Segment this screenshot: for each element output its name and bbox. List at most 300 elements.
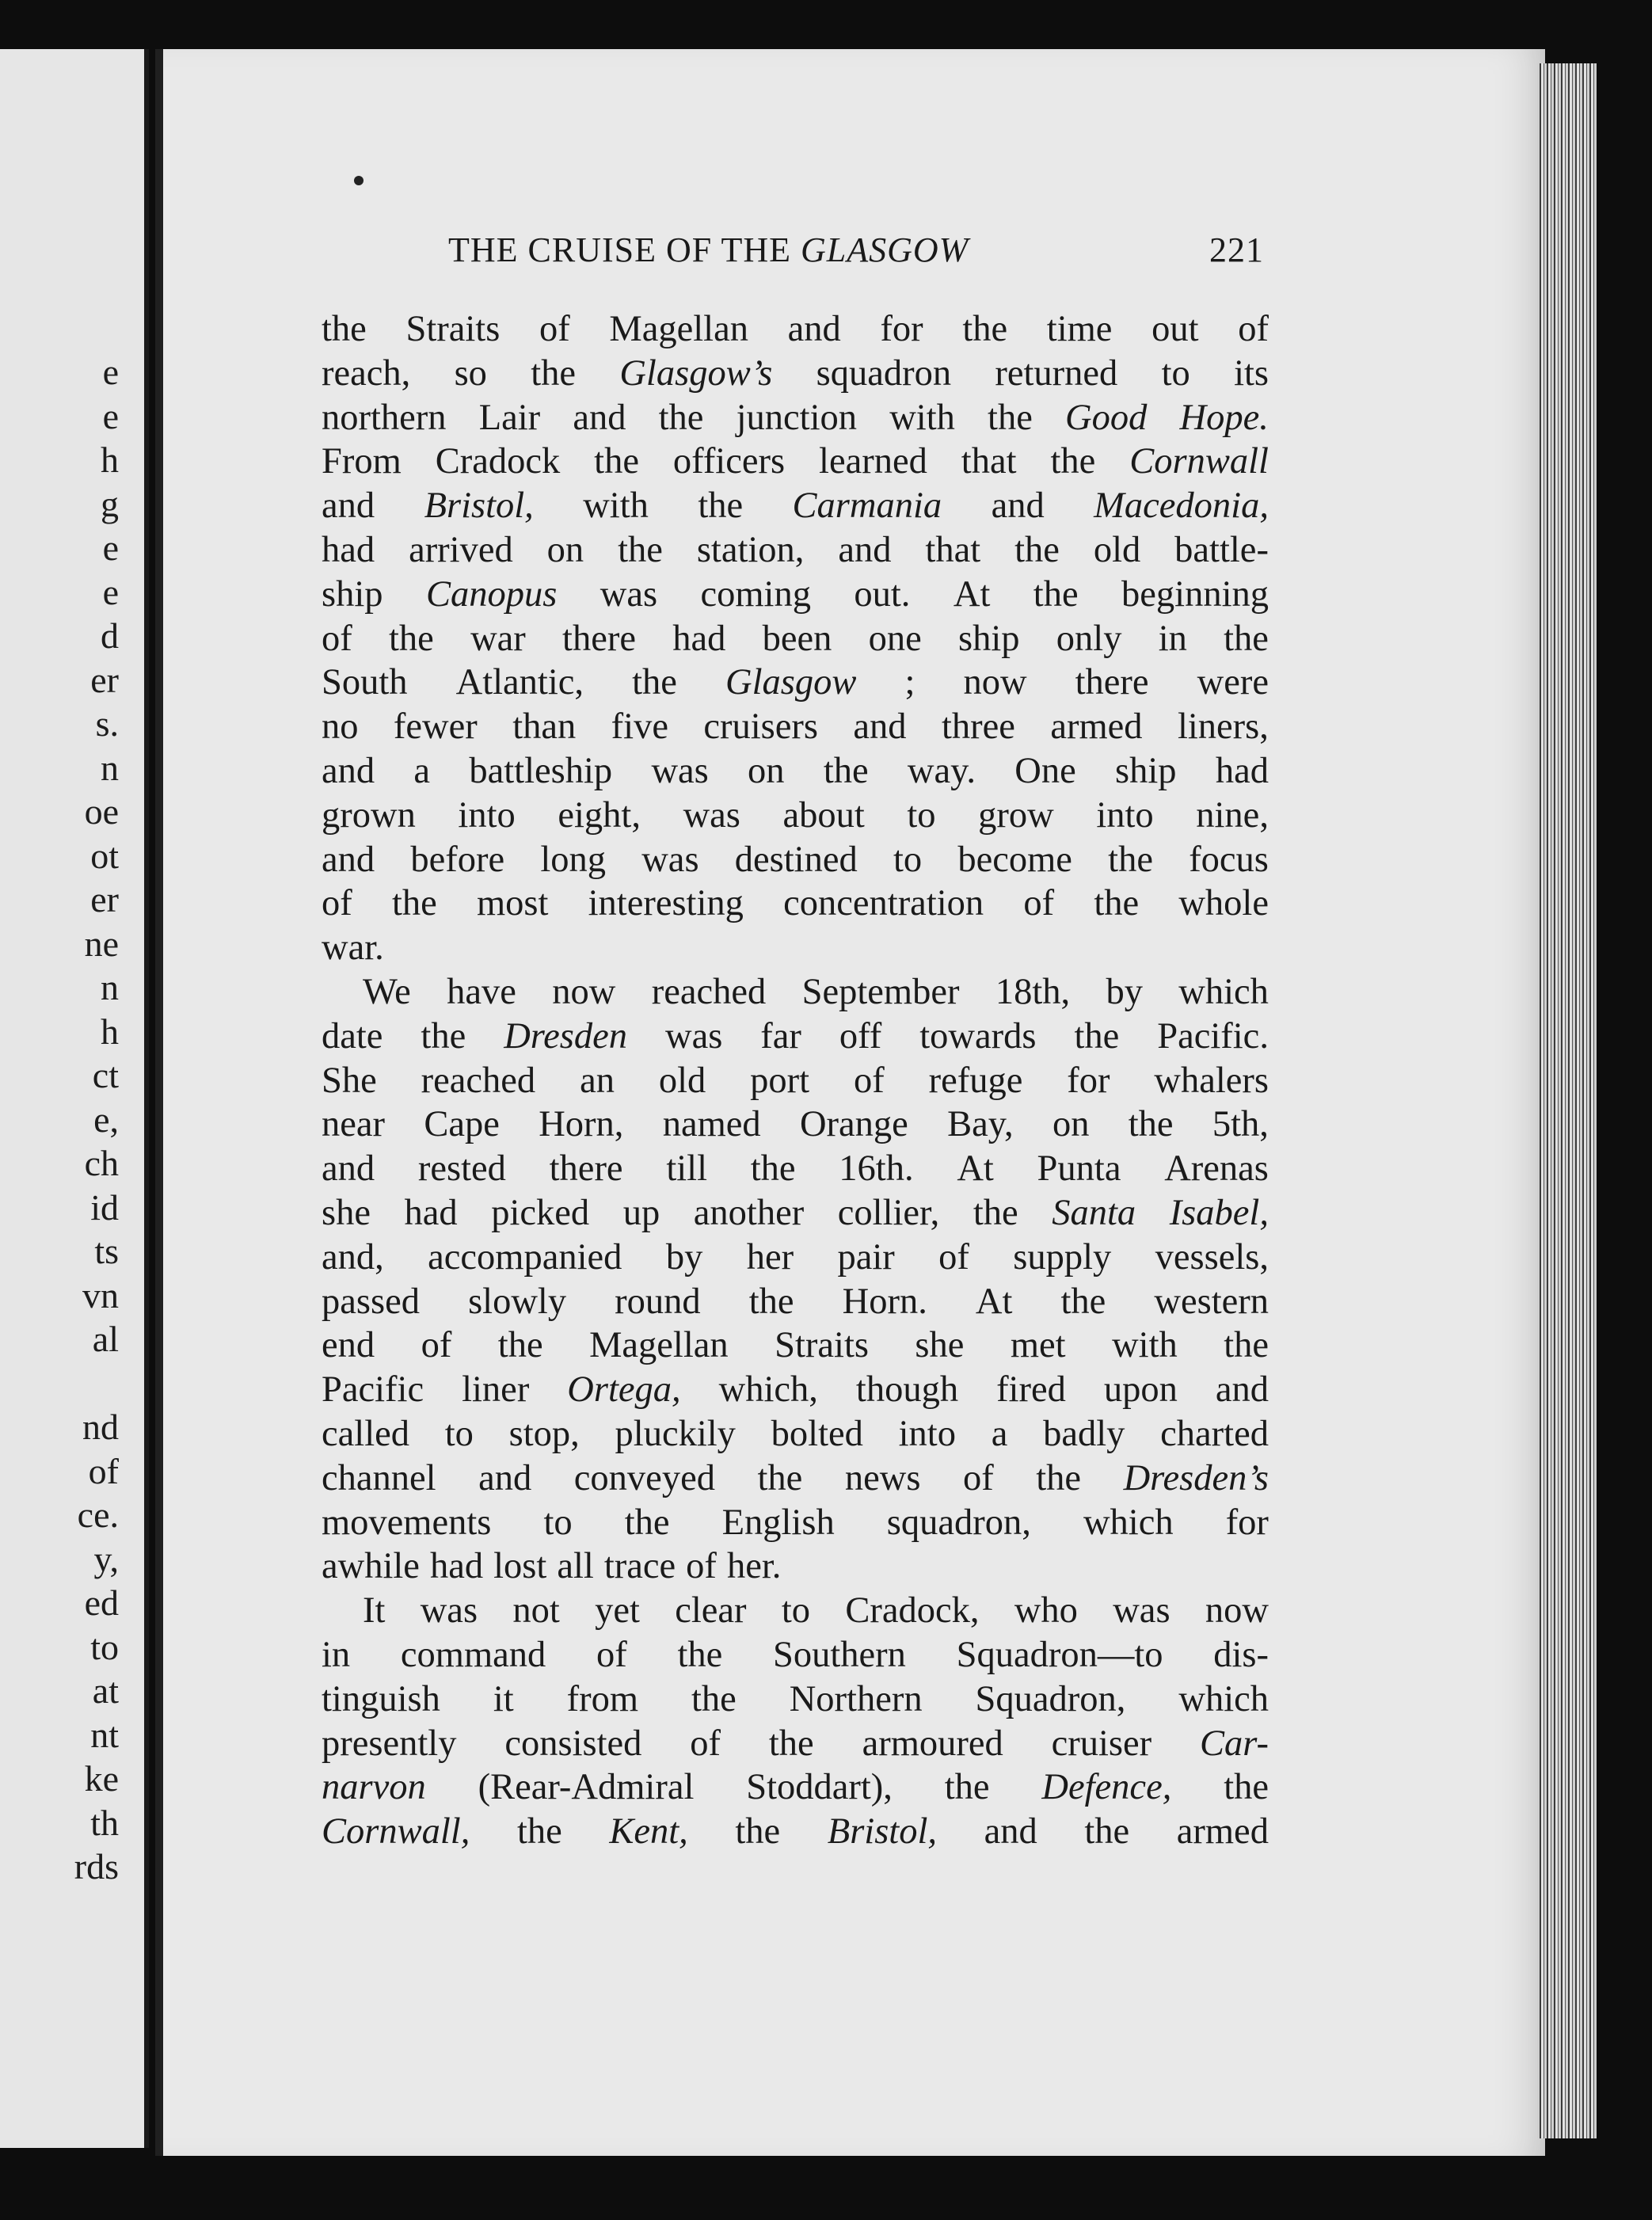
text-line bbox=[322, 1544, 1269, 1589]
italic-word: Isabel, bbox=[1169, 1192, 1269, 1233]
word: Arenas bbox=[1164, 1148, 1269, 1190]
italic-word: Good bbox=[1065, 397, 1148, 438]
word: and bbox=[787, 309, 841, 349]
word: the bbox=[748, 1281, 794, 1322]
word: northern bbox=[322, 397, 447, 438]
word: in bbox=[1158, 618, 1187, 659]
word: three bbox=[941, 706, 1015, 748]
body-text bbox=[322, 307, 1269, 1854]
word: there bbox=[1075, 662, 1149, 703]
italic-word: Bristol, bbox=[424, 486, 534, 527]
word: only bbox=[1056, 618, 1122, 659]
word: charted bbox=[1160, 1413, 1269, 1454]
word: the bbox=[988, 397, 1033, 438]
word: than bbox=[512, 706, 577, 748]
fragment-line: e bbox=[102, 352, 119, 392]
italic-word: Cornwall bbox=[1129, 441, 1269, 482]
fragment-line: ne bbox=[84, 923, 119, 964]
word: end bbox=[322, 1325, 375, 1366]
word: battleship bbox=[469, 750, 613, 791]
word: stop, bbox=[508, 1413, 580, 1454]
text-line bbox=[322, 1015, 1269, 1059]
word: Squadron, bbox=[975, 1678, 1126, 1719]
word: badly bbox=[1043, 1413, 1125, 1454]
word: of bbox=[686, 1546, 717, 1587]
text-line bbox=[322, 926, 1269, 970]
word: had bbox=[1215, 750, 1269, 791]
fragment-line: d bbox=[101, 615, 119, 656]
word: battle- bbox=[1174, 529, 1269, 570]
text-line bbox=[322, 705, 1269, 749]
text-line bbox=[322, 882, 1269, 926]
text-line bbox=[322, 1501, 1269, 1545]
word: accompanied bbox=[428, 1236, 622, 1278]
word: the bbox=[497, 1325, 543, 1366]
word: its bbox=[1234, 352, 1269, 394]
word: the bbox=[594, 441, 639, 482]
word: We bbox=[363, 971, 411, 1012]
word: was bbox=[665, 1015, 723, 1057]
word: now bbox=[552, 971, 616, 1012]
word: not bbox=[512, 1590, 560, 1632]
word: round bbox=[615, 1281, 701, 1322]
word: nine, bbox=[1196, 794, 1269, 836]
text-line bbox=[322, 749, 1269, 794]
word: Pacific bbox=[322, 1369, 424, 1411]
word: of bbox=[690, 1723, 721, 1764]
word: reached bbox=[651, 971, 767, 1012]
text-line bbox=[322, 1765, 1269, 1810]
word: and bbox=[322, 750, 375, 791]
word: and bbox=[478, 1457, 532, 1498]
italic-word: Dresden bbox=[504, 1015, 628, 1057]
word: South bbox=[322, 662, 408, 703]
fragment-line: of bbox=[88, 1450, 119, 1491]
word: cruiser bbox=[1051, 1723, 1152, 1764]
fragment-line: vn bbox=[82, 1274, 119, 1316]
word: for bbox=[1225, 1502, 1269, 1543]
word: and bbox=[991, 486, 1045, 527]
word: towards bbox=[919, 1015, 1037, 1057]
word: up bbox=[622, 1192, 660, 1233]
word: At bbox=[975, 1281, 1013, 1322]
text-line bbox=[322, 1102, 1269, 1147]
word: by bbox=[1106, 971, 1143, 1012]
word: of bbox=[596, 1634, 627, 1675]
word: had bbox=[429, 1546, 484, 1587]
word: the bbox=[973, 1192, 1018, 1233]
word: grow bbox=[978, 794, 1054, 836]
word: the bbox=[1033, 573, 1079, 615]
word: for bbox=[1067, 1060, 1110, 1101]
word: 18th, bbox=[995, 971, 1071, 1012]
word: the bbox=[391, 883, 437, 924]
word: from bbox=[566, 1678, 638, 1719]
word: with bbox=[1112, 1325, 1178, 1366]
word: there bbox=[562, 618, 636, 659]
word: on bbox=[748, 750, 785, 791]
fragment-line: e bbox=[102, 527, 119, 568]
fragment-line: n bbox=[101, 967, 119, 1007]
text-line bbox=[322, 617, 1269, 661]
word: an bbox=[580, 1060, 615, 1101]
fragment-line: ot bbox=[90, 835, 119, 876]
word: who bbox=[1014, 1590, 1078, 1632]
word: Orange bbox=[799, 1104, 908, 1145]
fragment-line: h bbox=[101, 440, 119, 480]
word: out. bbox=[854, 573, 911, 615]
fragment-line: th bbox=[90, 1802, 119, 1843]
word: to bbox=[543, 1502, 573, 1543]
fragment-line: at bbox=[92, 1670, 119, 1711]
word: her bbox=[746, 1236, 794, 1278]
word: whole bbox=[1178, 883, 1269, 924]
fragment-line: nt bbox=[90, 1714, 119, 1755]
word: before bbox=[410, 839, 505, 880]
text-line bbox=[322, 440, 1269, 484]
text-line bbox=[322, 1633, 1269, 1677]
word: called bbox=[322, 1413, 410, 1454]
fragment-line: y, bbox=[93, 1538, 119, 1579]
ink-speck bbox=[354, 176, 364, 185]
word: date bbox=[322, 1015, 383, 1057]
word: armoured bbox=[862, 1723, 1003, 1764]
word: supply bbox=[1013, 1236, 1112, 1278]
word: the bbox=[1074, 1015, 1120, 1057]
fragment-line: g bbox=[101, 483, 119, 524]
word: was bbox=[683, 794, 740, 836]
word: to bbox=[781, 1590, 811, 1632]
word: that bbox=[961, 441, 1017, 482]
word: tinguish bbox=[322, 1678, 440, 1719]
text-line bbox=[322, 1191, 1269, 1236]
word: the bbox=[531, 352, 577, 394]
word: 16th. bbox=[839, 1148, 914, 1190]
word: ship bbox=[958, 618, 1020, 659]
word: At bbox=[953, 573, 991, 615]
word: reached bbox=[421, 1060, 536, 1101]
word: was bbox=[420, 1590, 478, 1632]
word: trace bbox=[603, 1546, 676, 1587]
fragment-line: e bbox=[102, 395, 119, 436]
italic-word: Glasgow bbox=[725, 662, 857, 703]
word: western bbox=[1154, 1281, 1269, 1322]
word: dis- bbox=[1213, 1634, 1269, 1675]
word: the bbox=[632, 662, 677, 703]
word: of bbox=[853, 1060, 885, 1101]
fragment-line: nd bbox=[82, 1407, 119, 1447]
word: concentration bbox=[783, 883, 984, 924]
word: movements bbox=[322, 1502, 492, 1543]
word: yet bbox=[595, 1590, 640, 1632]
word: Cradock bbox=[435, 441, 561, 482]
word: port bbox=[750, 1060, 810, 1101]
word: the bbox=[1108, 839, 1153, 880]
word: out bbox=[1151, 309, 1199, 349]
word: destined bbox=[734, 839, 858, 880]
word: liners, bbox=[1177, 706, 1269, 748]
word: armed bbox=[1050, 706, 1143, 748]
word: interesting bbox=[588, 883, 744, 924]
fragment-line: al bbox=[92, 1319, 119, 1359]
word: It bbox=[363, 1590, 386, 1632]
text-line bbox=[322, 307, 1269, 352]
fragment-line: oe bbox=[84, 791, 119, 832]
word: and bbox=[322, 839, 375, 880]
word: most bbox=[476, 883, 549, 924]
word: her. bbox=[726, 1546, 782, 1587]
word: passed bbox=[322, 1281, 420, 1322]
fragment-line: er bbox=[90, 879, 119, 920]
fragment-line: ed bbox=[84, 1582, 119, 1623]
italic-word: Santa bbox=[1052, 1192, 1136, 1233]
word: Magellan bbox=[589, 1325, 729, 1366]
word: (Rear-Admiral bbox=[478, 1767, 695, 1808]
word: armed bbox=[1176, 1811, 1269, 1853]
word: 5th, bbox=[1212, 1104, 1269, 1145]
word: ship bbox=[1115, 750, 1177, 791]
word: the bbox=[1094, 883, 1140, 924]
text-line bbox=[322, 1368, 1269, 1412]
word: At bbox=[957, 1148, 994, 1190]
word: of bbox=[539, 309, 570, 349]
word: slowly bbox=[468, 1281, 567, 1322]
word: coming bbox=[700, 573, 811, 615]
word: awhile bbox=[322, 1546, 420, 1587]
fragment-line bbox=[0, 1361, 119, 1406]
word: Bay, bbox=[947, 1104, 1014, 1145]
word: old bbox=[658, 1060, 706, 1101]
word: Northern bbox=[789, 1678, 923, 1719]
italic-word: Glasgow’s bbox=[619, 352, 773, 394]
word: liner bbox=[462, 1369, 530, 1411]
word: to bbox=[893, 839, 923, 880]
word: way. bbox=[907, 750, 976, 791]
word: which, bbox=[718, 1369, 818, 1411]
text-line bbox=[322, 396, 1269, 440]
word: into bbox=[458, 794, 516, 836]
fragment-line: ts bbox=[94, 1231, 119, 1271]
fragment-line: ch bbox=[84, 1143, 119, 1183]
word: squadron, bbox=[886, 1502, 1031, 1543]
word: there bbox=[549, 1148, 623, 1190]
word: and bbox=[322, 1148, 375, 1190]
word: it bbox=[493, 1678, 514, 1719]
word: and bbox=[838, 529, 892, 570]
word: about bbox=[782, 794, 865, 836]
word: refuge bbox=[928, 1060, 1023, 1101]
ship-name: GLASGOW bbox=[800, 230, 969, 269]
word: war. bbox=[322, 927, 384, 969]
italic-word: Car- bbox=[1200, 1723, 1269, 1764]
italic-word: Carmania bbox=[792, 486, 942, 527]
word: channel bbox=[322, 1457, 436, 1498]
word: grown bbox=[322, 794, 416, 836]
text-line bbox=[322, 661, 1269, 705]
word: war bbox=[470, 618, 526, 659]
word: news bbox=[844, 1457, 921, 1498]
word: Squadron—to bbox=[956, 1634, 1163, 1675]
word: the bbox=[658, 397, 704, 438]
word: and bbox=[1215, 1369, 1269, 1411]
word: bolted bbox=[771, 1413, 863, 1454]
fragment-line: s. bbox=[95, 703, 119, 744]
word: the bbox=[823, 750, 869, 791]
word: no bbox=[322, 706, 359, 748]
italic-word: Macedonia, bbox=[1094, 486, 1269, 527]
word: she bbox=[322, 1192, 371, 1233]
page-number: 221 bbox=[1209, 230, 1264, 269]
text-line bbox=[322, 1147, 1269, 1191]
text-line bbox=[322, 528, 1269, 573]
word: the bbox=[698, 486, 744, 527]
word: of bbox=[938, 1236, 969, 1278]
word: in bbox=[322, 1634, 351, 1675]
word: on bbox=[546, 529, 584, 570]
word: was bbox=[641, 839, 699, 880]
text-line bbox=[322, 838, 1269, 882]
word: the bbox=[750, 1148, 796, 1190]
italic-word: Cornwall, bbox=[322, 1811, 470, 1853]
word: now bbox=[1205, 1590, 1269, 1632]
text-line bbox=[322, 352, 1269, 396]
word: junction bbox=[736, 397, 858, 438]
text-line bbox=[322, 1236, 1269, 1280]
word: far bbox=[760, 1015, 801, 1057]
word: a bbox=[413, 750, 431, 791]
word: the bbox=[1128, 1104, 1174, 1145]
word: upon bbox=[1103, 1369, 1178, 1411]
page-edges bbox=[1537, 63, 1597, 2138]
word: rested bbox=[417, 1148, 506, 1190]
word: met bbox=[1010, 1325, 1066, 1366]
word: station, bbox=[696, 529, 805, 570]
word: collier, bbox=[837, 1192, 940, 1233]
word: squadron bbox=[816, 352, 952, 394]
word: and bbox=[853, 706, 907, 748]
word: she bbox=[915, 1325, 965, 1366]
word: was bbox=[600, 573, 658, 615]
word: which bbox=[1083, 1502, 1174, 1543]
word: learned bbox=[819, 441, 927, 482]
word: Horn, bbox=[539, 1104, 624, 1145]
word: the bbox=[618, 529, 663, 570]
word: beginning bbox=[1121, 573, 1269, 615]
word: had bbox=[322, 529, 375, 570]
word: Lair bbox=[478, 397, 541, 438]
word: Pacific. bbox=[1157, 1015, 1269, 1057]
word: long bbox=[540, 839, 606, 880]
word: that bbox=[925, 529, 981, 570]
word: was bbox=[1113, 1590, 1170, 1632]
word: and bbox=[573, 397, 626, 438]
word: officers bbox=[672, 441, 786, 482]
word: though bbox=[855, 1369, 959, 1411]
word: Stoddart), bbox=[746, 1767, 893, 1808]
word: become bbox=[957, 839, 1072, 880]
word: the bbox=[1036, 1457, 1082, 1498]
word: have bbox=[447, 971, 516, 1012]
word: clear bbox=[675, 1590, 747, 1632]
previous-page-strip bbox=[0, 49, 149, 2148]
word: another bbox=[693, 1192, 805, 1233]
word: which bbox=[1178, 1678, 1269, 1719]
word: which bbox=[1178, 971, 1269, 1012]
word: the bbox=[1050, 441, 1096, 482]
fragment-line: rds bbox=[74, 1846, 119, 1887]
fragment-line: n bbox=[101, 747, 119, 788]
word: the bbox=[1060, 1281, 1106, 1322]
word: off bbox=[839, 1015, 882, 1057]
word: the bbox=[624, 1502, 670, 1543]
word: to bbox=[907, 794, 936, 836]
italic-word: Kent, bbox=[609, 1811, 688, 1853]
word: Straits bbox=[775, 1325, 869, 1366]
word: of bbox=[962, 1457, 994, 1498]
italic-word: Canopus bbox=[425, 573, 558, 615]
fragment-line: ct bbox=[92, 1055, 119, 1095]
text-line bbox=[322, 1589, 1269, 1633]
running-title: THE CRUISE OF THE GLASGOW bbox=[448, 230, 969, 269]
word: had bbox=[404, 1192, 458, 1233]
word: into bbox=[898, 1413, 956, 1454]
fragment-line: e, bbox=[93, 1099, 119, 1140]
word: returned bbox=[995, 352, 1118, 394]
word: the bbox=[677, 1634, 723, 1675]
word: and bbox=[984, 1811, 1037, 1853]
word: and bbox=[322, 486, 375, 527]
word: till bbox=[666, 1148, 707, 1190]
fragment-line: to bbox=[90, 1626, 119, 1667]
word: the bbox=[1014, 529, 1060, 570]
word: ship bbox=[322, 573, 383, 615]
word: with bbox=[583, 486, 649, 527]
word: Punta bbox=[1037, 1148, 1121, 1190]
fragment-line: ce. bbox=[77, 1495, 119, 1535]
word: lost bbox=[493, 1546, 547, 1587]
word: Southern bbox=[772, 1634, 906, 1675]
word: arrived bbox=[409, 529, 513, 570]
word: with bbox=[889, 397, 955, 438]
word: cruisers bbox=[703, 706, 818, 748]
word: the bbox=[691, 1678, 737, 1719]
fragment-line: e bbox=[102, 571, 119, 612]
word: one bbox=[868, 618, 922, 659]
word: on bbox=[1052, 1104, 1090, 1145]
text-line bbox=[322, 484, 1269, 528]
word: Horn. bbox=[842, 1281, 927, 1322]
word: the bbox=[735, 1811, 781, 1853]
word: old bbox=[1093, 529, 1141, 570]
word: eight, bbox=[558, 794, 641, 836]
italic-word: Hope. bbox=[1179, 397, 1269, 438]
word: of bbox=[421, 1325, 452, 1366]
italic-word: Dresden’s bbox=[1123, 1457, 1269, 1498]
text-line bbox=[322, 1810, 1269, 1854]
word: the bbox=[944, 1767, 990, 1808]
word: From bbox=[322, 441, 402, 482]
word: Straits bbox=[405, 309, 501, 349]
fragment-line: ke bbox=[84, 1758, 119, 1799]
word: been bbox=[762, 618, 832, 659]
text-line bbox=[322, 1280, 1269, 1324]
word: September bbox=[801, 971, 960, 1012]
word: pair bbox=[837, 1236, 895, 1278]
text-line bbox=[322, 573, 1269, 617]
word: into bbox=[1096, 794, 1154, 836]
text-line bbox=[322, 1059, 1269, 1103]
word: picked bbox=[491, 1192, 590, 1233]
